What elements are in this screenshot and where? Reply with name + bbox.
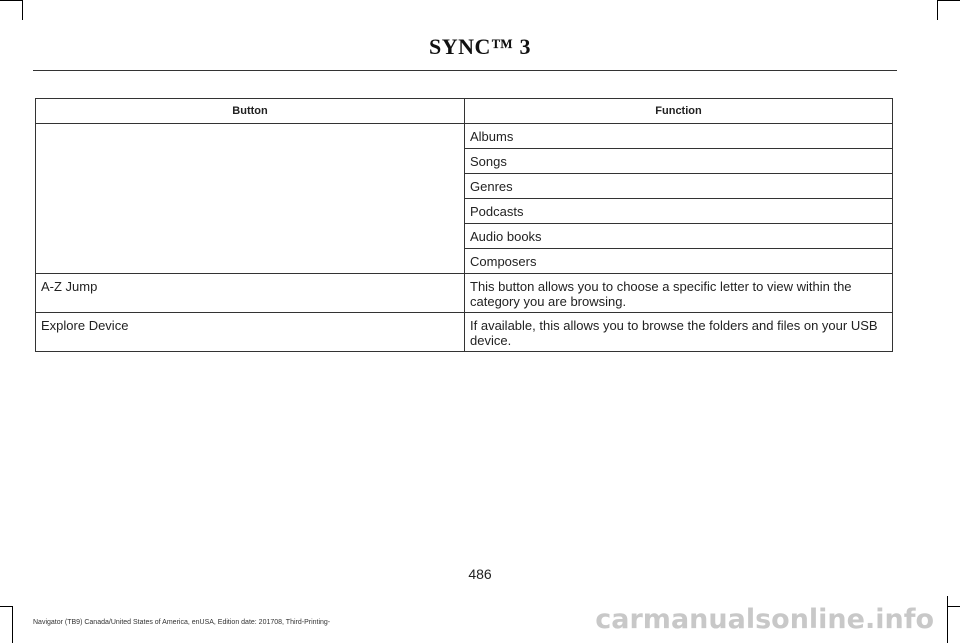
header-divider — [33, 70, 897, 71]
watermark: carmanualsonline.info — [595, 604, 934, 635]
footer-edition-text: Navigator (TB9) Canada/United States of America, enUSA, Edition date: 201708, Third-Printing- — [33, 619, 331, 626]
function-cell: Albums — [465, 124, 893, 149]
function-cell — [465, 274, 893, 313]
button-cell — [36, 274, 465, 313]
crop-mark — [0, 0, 22, 1]
button-label: A-Z Jump — [41, 279, 98, 294]
crop-mark — [22, 0, 23, 20]
function-cell — [465, 313, 893, 352]
crop-mark — [948, 606, 960, 607]
table-header-row — [36, 99, 893, 124]
button-label: Explore Device — [41, 318, 129, 333]
function-cell: Songs — [465, 149, 893, 174]
button-cell-empty — [36, 124, 465, 274]
button-cell — [36, 313, 465, 352]
crop-mark — [947, 596, 948, 643]
page-title: SYNC™ 3 — [429, 34, 531, 59]
function-cell: Audio books — [465, 224, 893, 249]
table-row — [36, 274, 893, 313]
table-row — [36, 313, 893, 352]
crop-mark — [12, 606, 13, 643]
function-description: If available, this allows you to browse the folders and files on your USB device. — [470, 318, 878, 348]
crop-mark — [937, 0, 938, 20]
function-table — [35, 98, 893, 352]
function-cell: Genres — [465, 174, 893, 199]
column-header-button: Button — [36, 99, 465, 124]
function-cell: Podcasts — [465, 199, 893, 224]
crop-mark — [938, 0, 960, 1]
page-number: 486 — [468, 566, 492, 582]
function-description: This button allows you to choose a specific letter to view within the category you are browsing. — [470, 279, 852, 309]
crop-mark — [0, 606, 12, 607]
column-header-function: Function — [465, 99, 893, 124]
table-row — [36, 124, 893, 149]
function-cell: Composers — [465, 249, 893, 274]
